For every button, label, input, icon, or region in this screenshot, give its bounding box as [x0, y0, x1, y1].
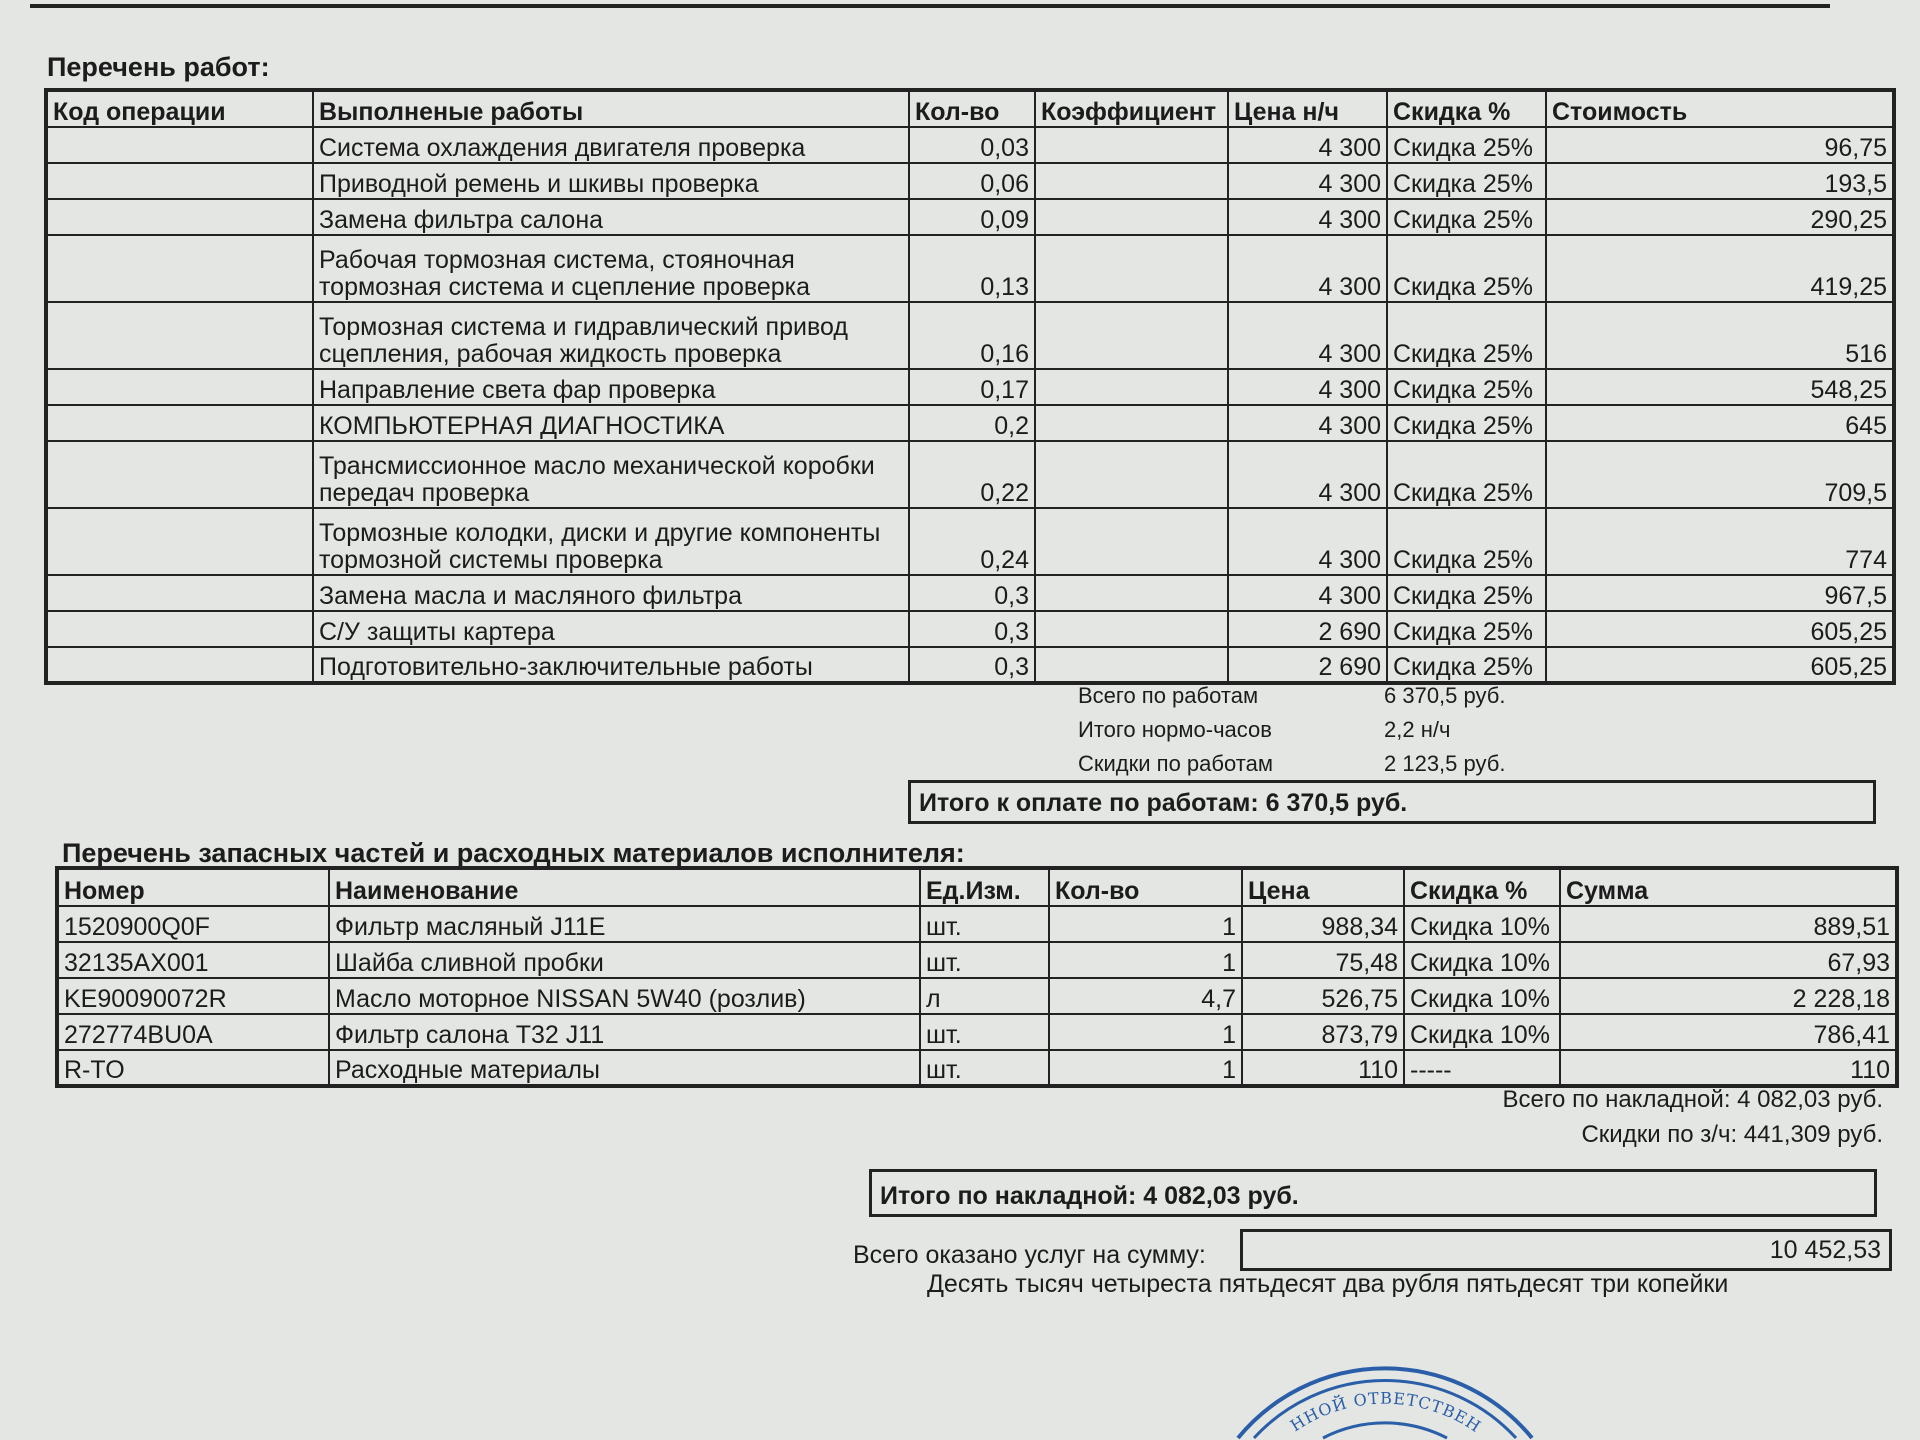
works-cell-name: С/У защиты картера	[313, 611, 909, 647]
parts-cell-price: 526,75	[1242, 978, 1404, 1014]
table-row	[57, 906, 1897, 942]
works-cell-code	[46, 441, 313, 508]
parts-cell-name: Фильтр салона T32 J11	[329, 1014, 920, 1050]
works-cell-price: 4 300	[1228, 302, 1387, 369]
works-cell-qty: 0,24	[909, 508, 1035, 575]
works-cell-code	[46, 611, 313, 647]
summary-value: 6 370,5 руб.	[1384, 683, 1506, 708]
works-cell-discount: Скидка 25%	[1387, 235, 1546, 302]
works-title: Перечень работ:	[47, 52, 270, 82]
table-row	[46, 199, 1894, 235]
works-cell-code	[46, 405, 313, 441]
works-cell-name: Замена фильтра салона	[313, 199, 909, 235]
works-cell-discount: Скидка 25%	[1387, 199, 1546, 235]
works-cell-coef	[1035, 575, 1228, 611]
works-cell-qty: 0,17	[909, 369, 1035, 405]
works-cell-coef	[1035, 127, 1228, 163]
works-cell-cost: 96,75	[1546, 127, 1894, 163]
grand-total-words: Десять тысяч четыреста пятьдесят два рубля пятьдесят три копейки	[927, 1270, 1729, 1298]
works-cell-coef	[1035, 508, 1228, 575]
works-cell-coef	[1035, 163, 1228, 199]
works-cell-price: 4 300	[1228, 127, 1387, 163]
works-cell-price: 2 690	[1228, 647, 1387, 683]
parts-discounts: Скидки по з/ч: 441,309 руб.	[1581, 1121, 1883, 1148]
works-cell-discount: Скидка 25%	[1387, 127, 1546, 163]
parts-cell-price: 988,34	[1242, 906, 1404, 942]
summary-label: Всего по работам	[1078, 683, 1259, 708]
works-cell-discount: Скидка 25%	[1387, 647, 1546, 683]
works-cell-coef	[1035, 405, 1228, 441]
works-cell-name: Направление света фар проверка	[313, 369, 909, 405]
works-cell-price: 4 300	[1228, 405, 1387, 441]
works-cell-discount: Скидка 25%	[1387, 405, 1546, 441]
parts-col-header: Наименование	[329, 868, 920, 906]
table-row	[46, 369, 1894, 405]
works-cell-code	[46, 369, 313, 405]
works-cell-code	[46, 508, 313, 575]
parts-cell-discount: Скидка 10%	[1404, 1014, 1560, 1050]
works-cell-discount: Скидка 25%	[1387, 163, 1546, 199]
parts-cell-discount: Скидка 10%	[1404, 906, 1560, 942]
works-cell-cost: 419,25	[1546, 235, 1894, 302]
works-cell-price: 4 300	[1228, 575, 1387, 611]
works-cell-qty: 0,03	[909, 127, 1035, 163]
works-cell-coef	[1035, 369, 1228, 405]
works-cell-code	[46, 647, 313, 683]
works-cell-coef	[1035, 441, 1228, 508]
table-row	[57, 942, 1897, 978]
parts-cell-qty: 1	[1049, 906, 1242, 942]
parts-cell-name: Фильтр масляный J11E	[329, 906, 920, 942]
works-cell-discount: Скидка 25%	[1387, 441, 1546, 508]
parts-cell-sum: 786,41	[1560, 1014, 1897, 1050]
works-cell-coef	[1035, 199, 1228, 235]
parts-cell-price: 75,48	[1242, 942, 1404, 978]
works-cell-cost: 516	[1546, 302, 1894, 369]
works-cell-cost: 193,5	[1546, 163, 1894, 199]
summary-value: 2 123,5 руб.	[1384, 751, 1506, 776]
parts-cell-unit: шт.	[920, 942, 1049, 978]
works-cell-coef	[1035, 647, 1228, 683]
works-cell-price: 4 300	[1228, 441, 1387, 508]
works-cell-qty: 0,22	[909, 441, 1035, 508]
parts-col-header: Цена	[1242, 868, 1404, 906]
works-cell-name: КОМПЬЮТЕРНАЯ ДИАГНОСТИКА	[313, 405, 909, 441]
previous-table-edge	[30, 0, 1830, 8]
works-cell-qty: 0,09	[909, 199, 1035, 235]
works-cell-name: Трансмиссионное масло механической коробки передач проверка	[313, 441, 909, 508]
parts-cell-price: 110	[1242, 1050, 1404, 1086]
works-cell-price: 4 300	[1228, 199, 1387, 235]
works-cell-name: Замена масла и масляного фильтра	[313, 575, 909, 611]
table-row	[46, 611, 1894, 647]
works-cell-name: Приводной ремень и шкивы проверка	[313, 163, 909, 199]
works-cell-price: 4 300	[1228, 235, 1387, 302]
summary-label: Скидки по работам	[1078, 751, 1273, 776]
summary-value: 2,2 н/ч	[1384, 717, 1451, 742]
works-cell-name: Тормозная система и гидравлический привод сцепления, рабочая жидкость проверка	[313, 302, 909, 369]
parts-cell-num: 32135AX001	[57, 942, 329, 978]
parts-cell-unit: л	[920, 978, 1049, 1014]
works-cell-code	[46, 199, 313, 235]
grand-total-value: 10 452,53	[1240, 1229, 1892, 1271]
parts-cell-unit: шт.	[920, 906, 1049, 942]
works-cell-cost: 290,25	[1546, 199, 1894, 235]
stamp-text: ННОЙ ОТВЕТСТВЕНН	[1172, 1343, 1485, 1437]
table-row	[57, 978, 1897, 1014]
works-cell-qty: 0,3	[909, 611, 1035, 647]
works-col-header: Кол-во	[909, 90, 1035, 127]
works-cell-name: Подготовительно-заключительные работы	[313, 647, 909, 683]
table-row	[46, 163, 1894, 199]
works-cell-coef	[1035, 235, 1228, 302]
works-cell-qty: 0,3	[909, 575, 1035, 611]
parts-cell-discount: Скидка 10%	[1404, 978, 1560, 1014]
parts-cell-unit: шт.	[920, 1050, 1049, 1086]
works-cell-qty: 0,2	[909, 405, 1035, 441]
parts-cell-name: Масло моторное NISSAN 5W40 (розлив)	[329, 978, 920, 1014]
parts-cell-num: 1520900Q0F	[57, 906, 329, 942]
parts-cell-qty: 1	[1049, 1050, 1242, 1086]
works-cell-cost: 709,5	[1546, 441, 1894, 508]
parts-cell-discount: -----	[1404, 1050, 1560, 1086]
table-row	[46, 302, 1894, 369]
works-col-header: Стоимость	[1546, 90, 1894, 127]
parts-cell-sum: 67,93	[1560, 942, 1897, 978]
works-cell-code	[46, 302, 313, 369]
parts-col-header: Кол-во	[1049, 868, 1242, 906]
company-stamp	[1172, 1343, 1600, 1440]
parts-cell-qty: 1	[1049, 942, 1242, 978]
works-table	[44, 88, 1896, 685]
works-col-header: Скидка %	[1387, 90, 1546, 127]
grand-total-label: Всего оказано услуг на сумму:	[853, 1241, 1206, 1269]
works-cell-code	[46, 127, 313, 163]
works-cell-coef	[1035, 302, 1228, 369]
parts-cell-name: Шайба сливной пробки	[329, 942, 920, 978]
works-cell-qty: 0,3	[909, 647, 1035, 683]
works-col-header: Цена н/ч	[1228, 90, 1387, 127]
parts-cell-sum: 2 228,18	[1560, 978, 1897, 1014]
invoice-total-box: Итого по накладной: 4 082,03 руб.	[869, 1169, 1877, 1217]
works-cell-cost: 548,25	[1546, 369, 1894, 405]
works-col-header: Код операции	[46, 90, 313, 127]
stamp-inner-ring	[1323, 1423, 1447, 1438]
parts-cell-price: 873,79	[1242, 1014, 1404, 1050]
parts-cell-qty: 4,7	[1049, 978, 1242, 1014]
works-cell-price: 4 300	[1228, 508, 1387, 575]
parts-cell-qty: 1	[1049, 1014, 1242, 1050]
works-cell-price: 4 300	[1228, 163, 1387, 199]
works-cell-cost: 605,25	[1546, 611, 1894, 647]
works-total-box: Итого к оплате по работам: 6 370,5 руб.	[908, 780, 1876, 824]
works-cell-qty: 0,13	[909, 235, 1035, 302]
works-cell-code	[46, 575, 313, 611]
parts-cell-name: Расходные материалы	[329, 1050, 920, 1086]
works-col-header: Коэффициент	[1035, 90, 1228, 127]
parts-table	[55, 866, 1899, 1088]
works-cell-discount: Скидка 25%	[1387, 302, 1546, 369]
parts-cell-sum: 110	[1560, 1050, 1897, 1086]
table-row	[46, 508, 1894, 575]
table-row	[46, 575, 1894, 611]
works-col-header: Выполненые работы	[313, 90, 909, 127]
table-row	[46, 647, 1894, 683]
table-row	[57, 1014, 1897, 1050]
works-cell-cost: 967,5	[1546, 575, 1894, 611]
works-cell-price: 2 690	[1228, 611, 1387, 647]
works-cell-discount: Скидка 25%	[1387, 611, 1546, 647]
works-cell-name: Рабочая тормозная система, стояночная тормозная система и сцепление проверка	[313, 235, 909, 302]
parts-cell-num: KE90090072R	[57, 978, 329, 1014]
parts-cell-num: R-TO	[57, 1050, 329, 1086]
parts-col-header: Ед.Изм.	[920, 868, 1049, 906]
parts-col-header: Скидка %	[1404, 868, 1560, 906]
works-cell-coef	[1035, 611, 1228, 647]
parts-cell-sum: 889,51	[1560, 906, 1897, 942]
summary-label: Итого нормо-часов	[1078, 717, 1272, 742]
works-cell-code	[46, 163, 313, 199]
parts-title: Перечень запасных частей и расходных материалов исполнителя:	[62, 838, 965, 868]
table-row	[57, 1050, 1897, 1086]
works-cell-name: Тормозные колодки, диски и другие компоненты тормозной системы проверка	[313, 508, 909, 575]
parts-cell-unit: шт.	[920, 1014, 1049, 1050]
invoice-total: Всего по накладной: 4 082,03 руб.	[1502, 1086, 1883, 1113]
works-cell-name: Система охлаждения двигателя проверка	[313, 127, 909, 163]
works-cell-price: 4 300	[1228, 369, 1387, 405]
parts-col-header: Сумма	[1560, 868, 1897, 906]
works-cell-discount: Скидка 25%	[1387, 369, 1546, 405]
works-cell-discount: Скидка 25%	[1387, 508, 1546, 575]
works-cell-cost: 774	[1546, 508, 1894, 575]
works-cell-code	[46, 235, 313, 302]
works-cell-qty: 0,06	[909, 163, 1035, 199]
works-cell-cost: 645	[1546, 405, 1894, 441]
parts-cell-num: 272774BU0A	[57, 1014, 329, 1050]
table-row	[46, 235, 1894, 302]
table-row	[46, 127, 1894, 163]
table-row	[46, 441, 1894, 508]
parts-col-header: Номер	[57, 868, 329, 906]
works-cell-qty: 0,16	[909, 302, 1035, 369]
works-cell-cost: 605,25	[1546, 647, 1894, 683]
works-cell-discount: Скидка 25%	[1387, 575, 1546, 611]
table-row	[46, 405, 1894, 441]
parts-cell-discount: Скидка 10%	[1404, 942, 1560, 978]
